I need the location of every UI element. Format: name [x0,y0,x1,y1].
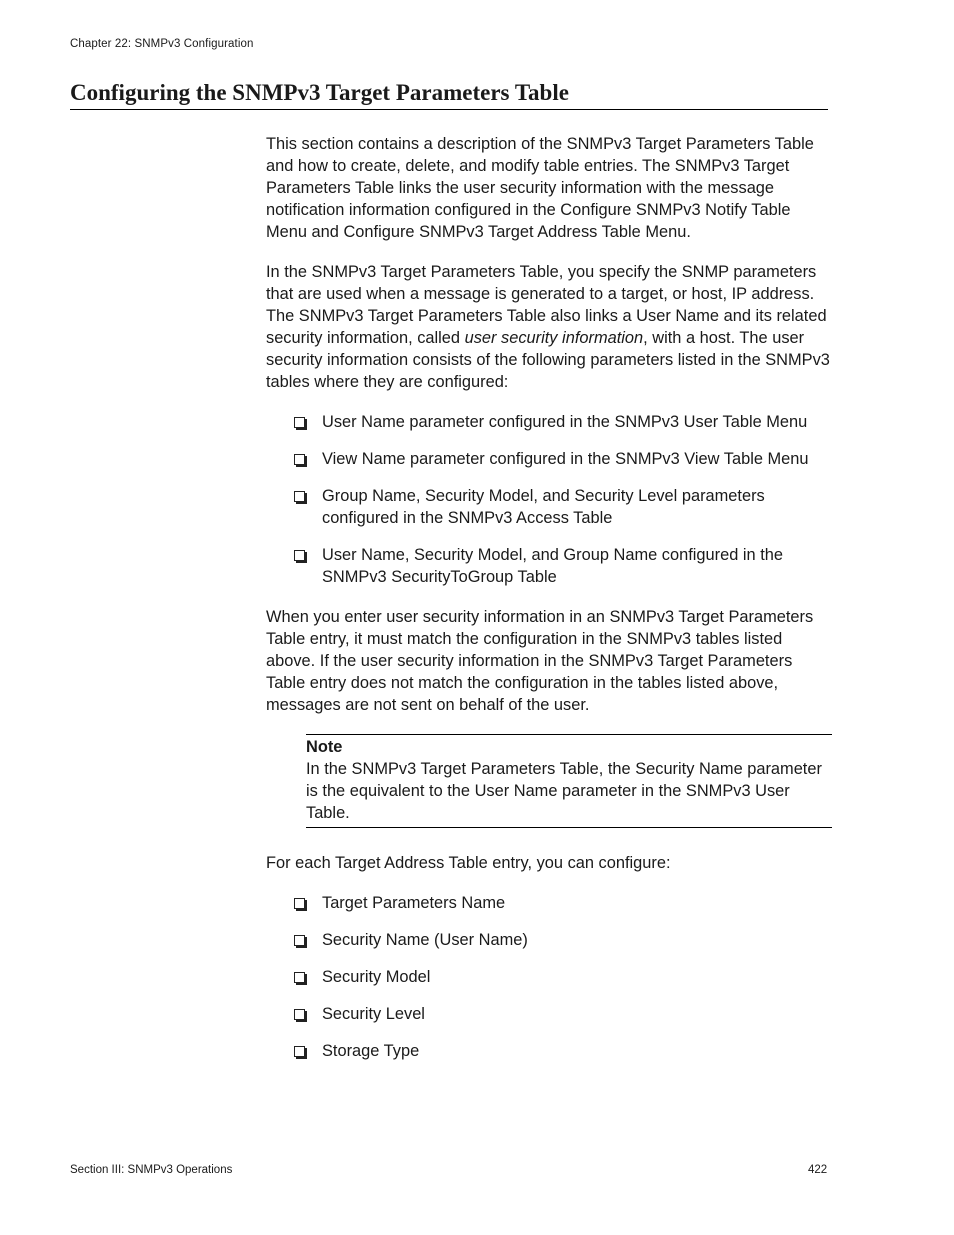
running-header-chapter: Chapter 22: SNMPv3 Configuration [70,38,254,50]
body-content [266,133,832,1080]
checkbox-bullet-icon [294,1009,305,1020]
checkbox-bullet-icon [294,1046,305,1057]
configure-intro-paragraph: For each Target Address Table entry, you can configure: [266,854,671,872]
parameters-paragraph-text-before: In the SNMPv3 Target Parameters Table, you specify the SNMP parameters that are used when a message is generated to a target, or host, IP address. The SNMPv3 Target Parameters Table also links a User Name and its related security information, called [266,263,827,347]
checkbox-bullet-icon [294,550,305,561]
list-item-text: Group Name, Security Model, and Security Level parameters configured in the SNMPv3 Access Table [322,487,765,527]
list-item-text: Security Model [322,968,431,986]
list-item [294,1040,832,1062]
list-item [294,929,832,951]
list-item-text: Target Parameters Name [322,894,506,912]
parameters-paragraph [266,261,832,393]
note-title: Note [306,738,343,756]
checkbox-bullet-icon [294,972,305,983]
checkbox-bullet-icon [294,898,305,909]
note-box [306,734,832,828]
list-item [294,1003,832,1025]
list-item-text: Security Name (User Name) [322,931,528,949]
list-item-text: User Name parameter configured in the SNMPv3 User Table Menu [322,413,808,431]
list-item [294,485,832,529]
note-text: In the SNMPv3 Target Parameters Table, the Security Name parameter is the equivalent to the User Name parameter in the SNMPv3 User Table. [306,760,822,822]
list-item [294,544,832,588]
list-item-text: View Name parameter configured in the SNMPv3 View Table Menu [322,450,809,468]
intro-paragraph: This section contains a description of the SNMPv3 Target Parameters Table and how to create, delete, and modify table entries. The SNMPv3 Target Parameters Table links the user security information with the message notification information configured in the Configure SNMPv3 Notify Table Menu and Configure SNMPv3 Target Address Table Menu. [266,135,814,241]
running-footer-section: Section III: SNMPv3 Operations [70,1164,233,1176]
list-item [294,966,832,988]
checkbox-bullet-icon [294,491,305,502]
user-security-information-term: user security information [464,329,644,347]
security-parameters-list [266,411,832,588]
checkbox-bullet-icon [294,454,305,465]
list-item-text: Security Level [322,1005,425,1023]
configurable-fields-list [266,892,832,1062]
list-item [294,411,832,433]
page-number: 422 [808,1164,828,1176]
page-title: Configuring the SNMPv3 Target Parameters Table [70,78,828,110]
checkbox-bullet-icon [294,935,305,946]
parameters-paragraph-text-after: , with a host. The user security information consists of the following parameters listed in the SNMPv3 tables where they are configured: [266,329,830,391]
matching-paragraph: When you enter user security information in an SNMPv3 Target Parameters Table entry, it must match the configuration in the SNMPv3 tables listed above. If the user security information in the SNMPv3 Target Parameters Table entry does not match the configuration in the tables listed above, messages are not sent on behalf of the user. [266,608,814,714]
checkbox-bullet-icon [294,417,305,428]
list-item [294,892,832,914]
list-item-text: User Name, Security Model, and Group Name configured in the SNMPv3 SecurityToGroup Table [322,546,783,586]
list-item [294,448,832,470]
list-item-text: Storage Type [322,1042,420,1060]
